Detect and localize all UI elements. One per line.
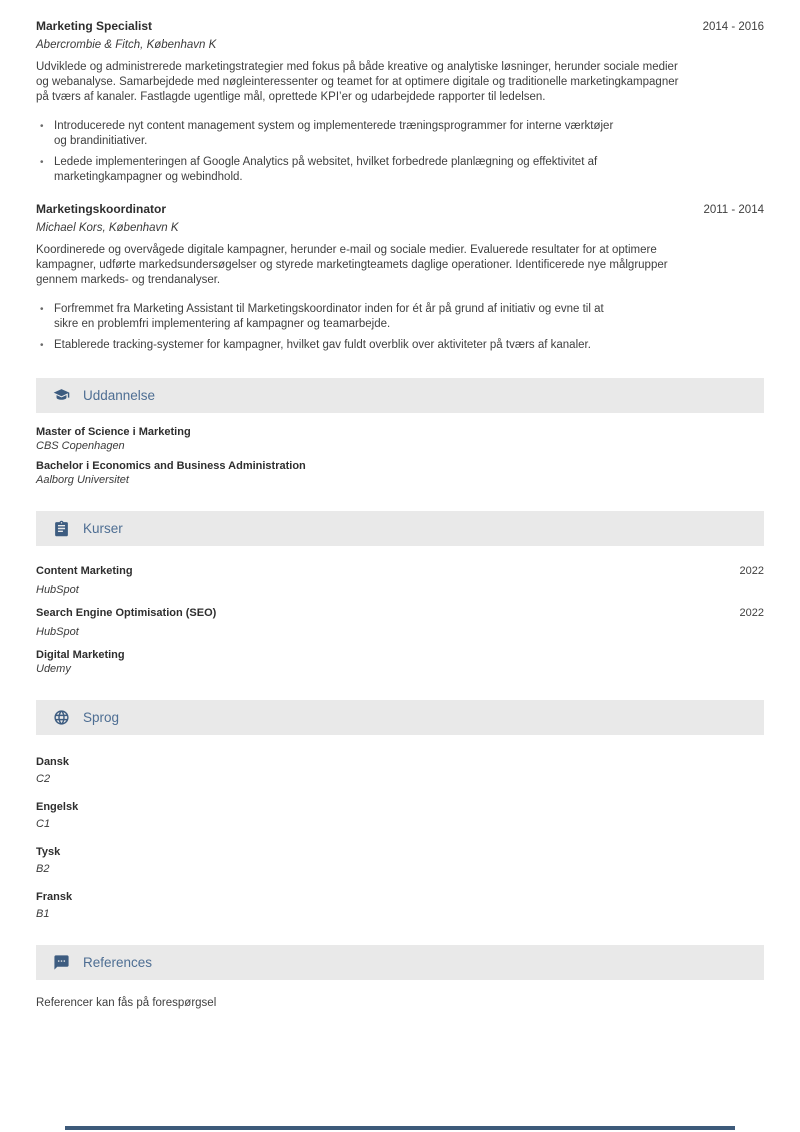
references-note: Referencer kan fås på forespørgsel	[36, 997, 217, 1009]
school-name: CBS Copenhagen	[36, 440, 125, 452]
course-item	[36, 565, 764, 596]
section-header-courses	[36, 511, 764, 546]
course-year: 2022	[739, 607, 764, 619]
job-dates: 2014 - 2016	[702, 21, 764, 33]
language-list	[36, 756, 764, 920]
course-name: Content Marketing	[36, 565, 133, 577]
experience-entry	[36, 202, 764, 353]
job-company: Michael Kors, København K	[36, 222, 179, 234]
education-list	[36, 427, 764, 486]
job-dates: 2011 - 2014	[703, 204, 764, 216]
course-header	[36, 649, 764, 661]
language-level: C2	[36, 773, 51, 785]
job-title: Marketingskoordinator	[36, 202, 167, 216]
language-item	[36, 846, 764, 875]
job-bullet-list	[36, 119, 626, 185]
job-bullet: • Forfremmet fra Marketing Assistant til Marketingskoordinator inden for ét år på grund af initiativ og evne til at sikre en problemfri implementering af kampagner og teamarbejde.	[36, 302, 626, 332]
course-name: Search Engine Optimisation (SEO)	[36, 607, 217, 619]
language-name: Fransk	[36, 891, 73, 903]
experience-entry-header	[36, 202, 764, 216]
course-year: 2022	[739, 565, 764, 577]
course-item	[36, 649, 764, 675]
job-title: Marketing Specialist	[36, 19, 153, 33]
language-item	[36, 801, 764, 830]
job-description: Koordinerede og overvågede digitale kampagner, herunder e-mail og sociale medier. Evaluerede resultater for at optimere kampagner, udførte markedsundersøgelser og styrede marketingteamets daglige operationer. Identificerede nye målgrupper gennem markeds- og trendanalyser.	[36, 244, 668, 286]
course-list	[36, 565, 764, 675]
section-header-languages	[36, 700, 764, 735]
language-name: Tysk	[36, 846, 61, 858]
section-title: Uddannelse	[83, 388, 156, 403]
degree-name: Bachelor i Economics and Business Administration	[36, 460, 306, 472]
section-header-education	[36, 378, 764, 413]
education-item	[36, 427, 764, 452]
job-company: Abercrombie & Fitch, København K	[36, 39, 217, 51]
language-level: B1	[36, 908, 50, 920]
course-item	[36, 607, 764, 638]
course-header	[36, 607, 764, 619]
section-header-references	[36, 945, 764, 980]
language-name: Dansk	[36, 756, 70, 768]
language-item	[36, 756, 764, 785]
course-provider: HubSpot	[36, 626, 79, 638]
section-title: Sprog	[83, 710, 120, 725]
language-level: B2	[36, 863, 50, 875]
experience-entry-header	[36, 19, 764, 33]
language-level: C1	[36, 818, 51, 830]
course-provider: Udemy	[36, 663, 71, 675]
school-name: Aalborg Universitet	[36, 474, 129, 486]
course-header	[36, 565, 764, 577]
course-provider: HubSpot	[36, 584, 79, 596]
education-item	[36, 461, 764, 486]
section-title: References	[83, 955, 153, 970]
section-title: Kurser	[83, 521, 123, 536]
speech-bubble-icon	[53, 954, 70, 971]
job-bullet: • Introducerede nyt content management system og implementerede træningsprogrammer for interne værktøjer og brandinitiativer.	[36, 119, 626, 149]
clipboard-icon	[53, 520, 70, 537]
job-description: Udviklede og administrerede marketingstrategier med fokus på både kreative og analytiske løsninger, herunder sociale medier og webanalyse. Samarbejdede med nøgleinteressenter og teamet for at optimere digitale og traditionelle marketingkampagner på tværs af kanaler. Fastlagde ugentlige mål, oprettede KPI’er og udarbejdede rapporter til ledelsen.	[36, 61, 679, 103]
course-name: Digital Marketing	[36, 649, 125, 661]
job-bullet: • Ledede implementeringen af Google Analytics på websitet, hvilket forbedrede planlægning og effektivitet af marketingkampagner og webindhold.	[36, 155, 626, 185]
degree-name: Master of Science i Marketing	[36, 426, 191, 438]
language-item	[36, 891, 764, 920]
graduation-cap-icon	[53, 387, 70, 404]
language-name: Engelsk	[36, 801, 79, 813]
job-bullet: • Etablerede tracking-systemer for kampagner, hvilket gav fuldt overblik over aktiviteter på tværs af kanaler.	[36, 338, 626, 353]
experience-entry	[36, 19, 764, 185]
globe-icon	[53, 709, 70, 726]
job-bullet-list	[36, 302, 626, 353]
footer-accent-bar	[65, 1126, 735, 1130]
